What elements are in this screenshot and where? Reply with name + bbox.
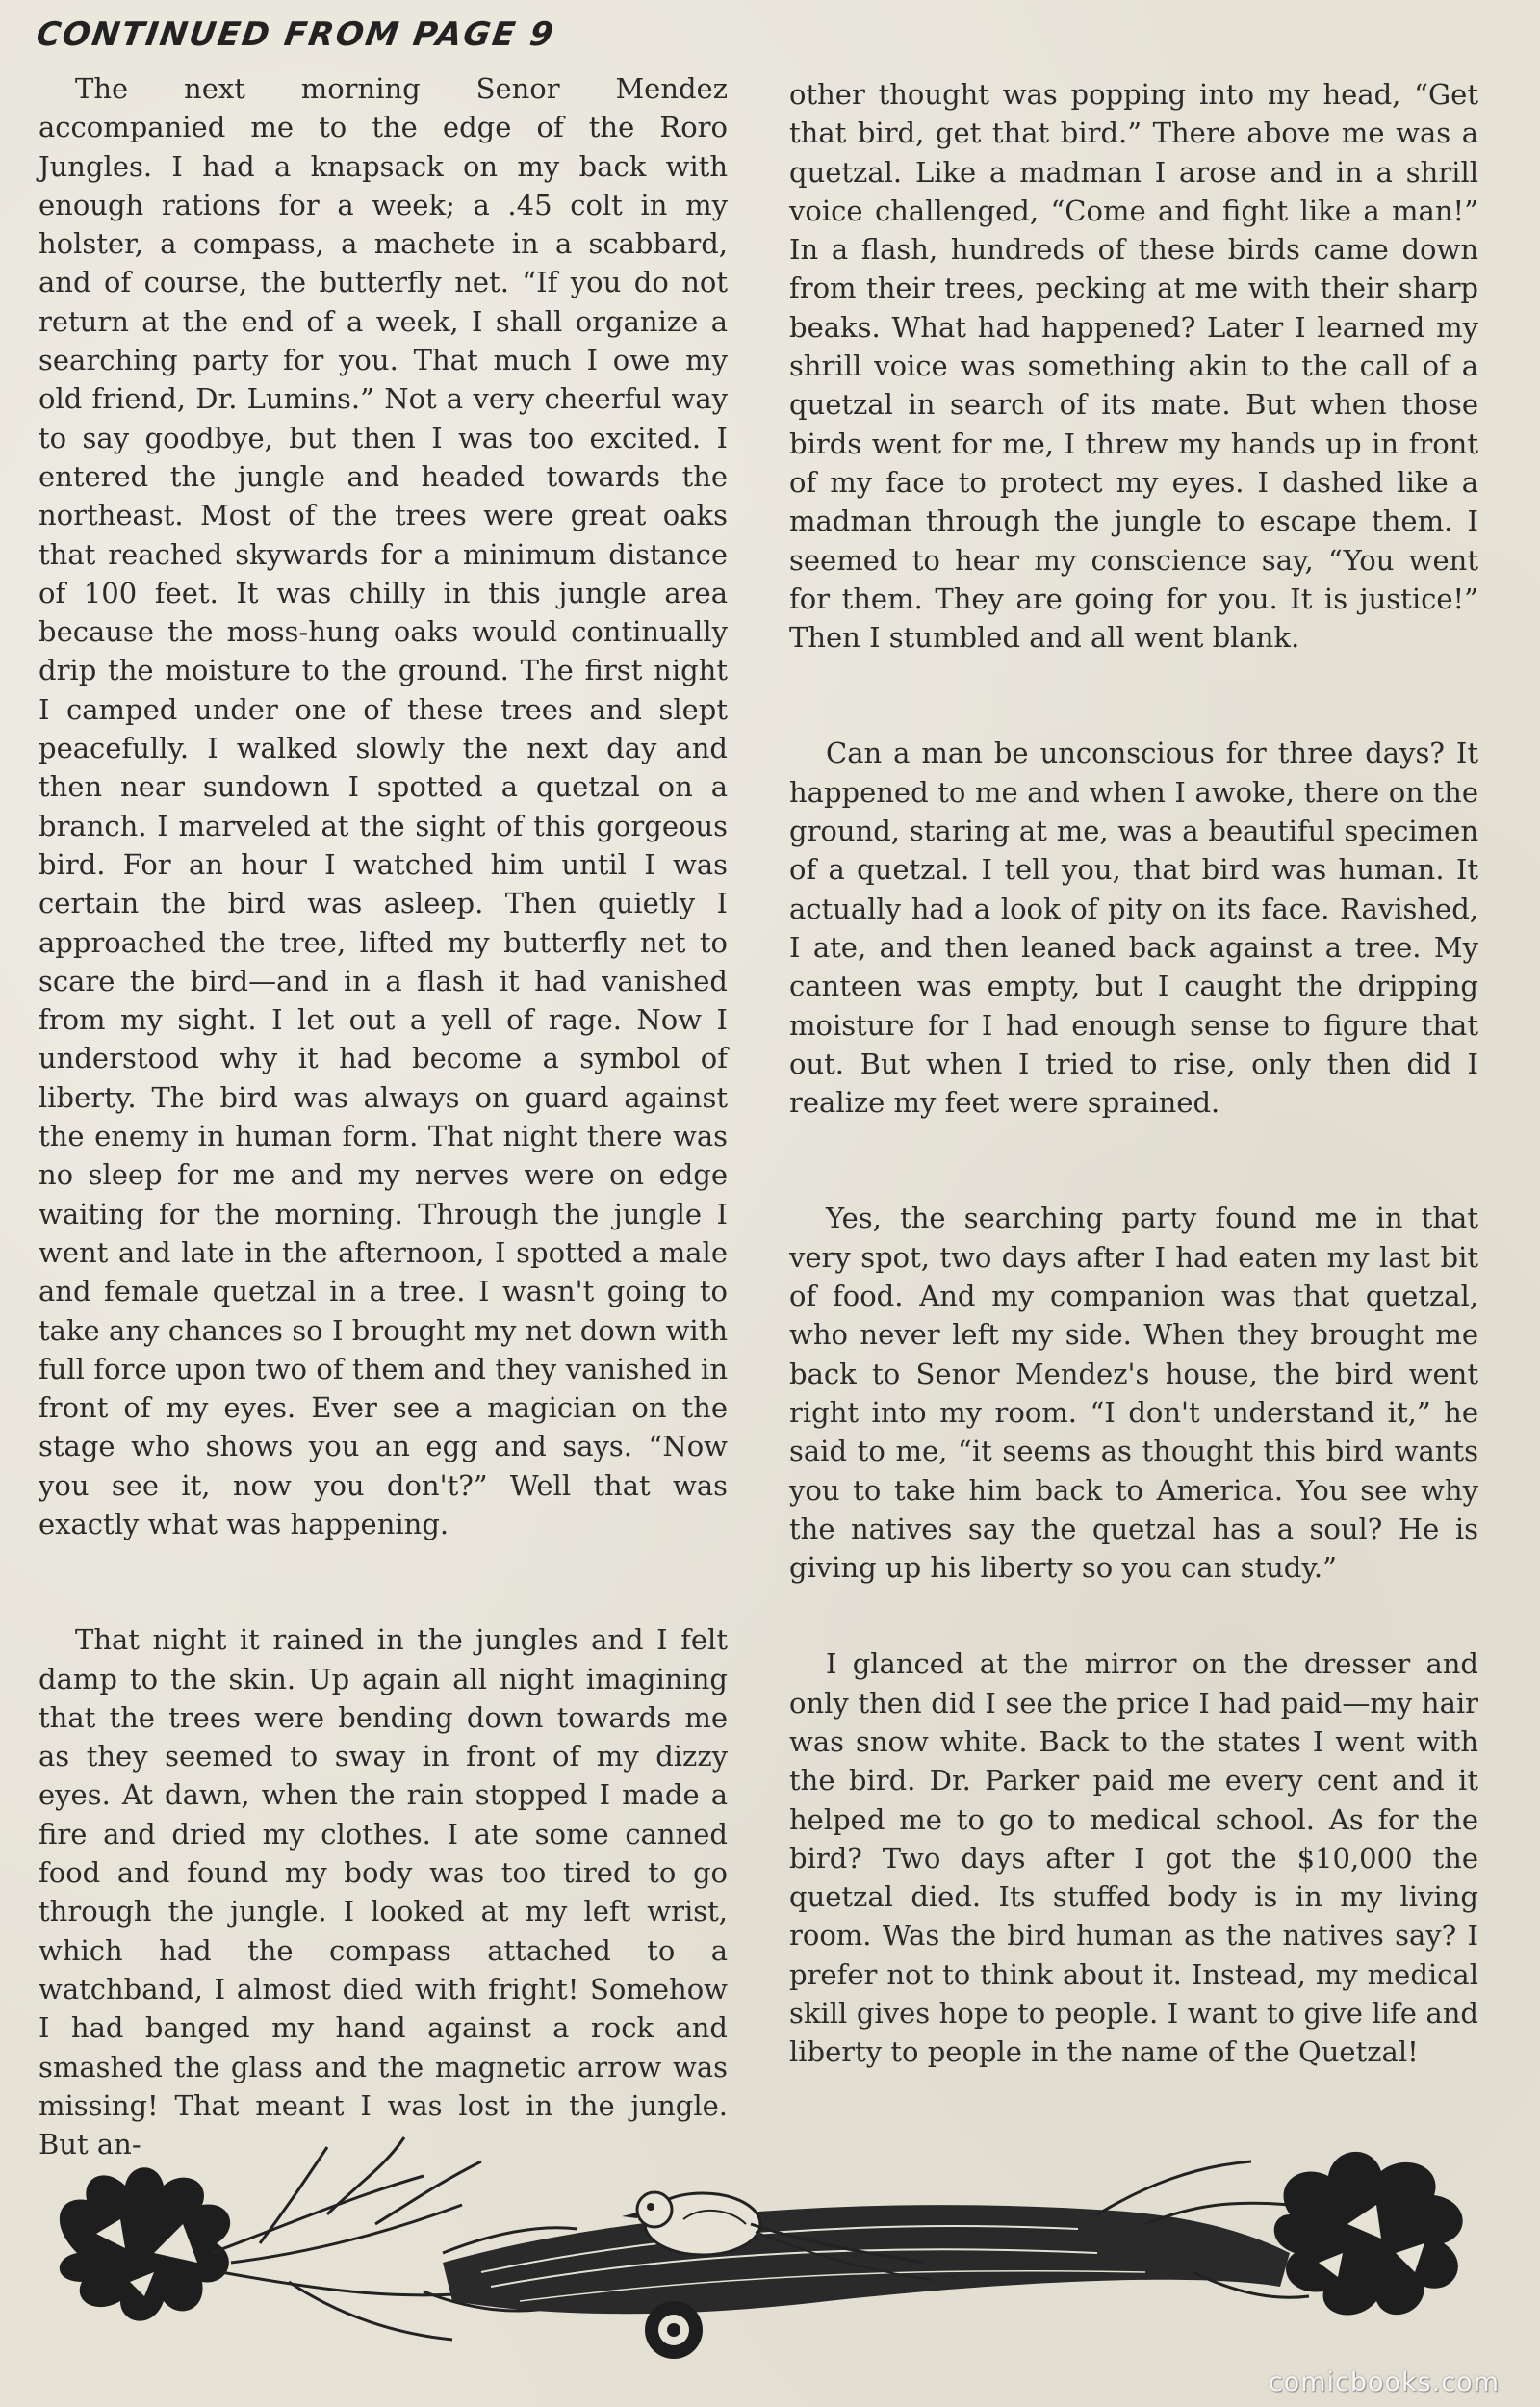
story-paragraph-5: Yes, the searching party found me in that very spot, two days after I had eaten my last bit of food. And my companion was that quetzal, who never left my side. When they brought me back to Senor Mendez's house, the bird went right into my room. “I don't understand it,” he said to me, “it seems as thought this bird wants you to take him back to America. You see why the natives say the quetzal has a soul? He is giving up his liberty so you can study.” [789,1202,1478,1585]
log-icon [443,2205,1290,2314]
watermark: comicbooks.com [1268,2368,1500,2397]
continued-header: CONTINUED FROM PAGE 9 [34,15,558,54]
story-paragraph-4: Can a man be unconscious for three days? It happened to me and when I awoke, there on the ground, staring at me, was a beautiful specimen of a quetzal. I tell you, that bird was human. It actually had a look of pity on its face. Ravished, I ate, and then leaned back against a tree. My canteen was empty, but I caught the dripping moisture for I had enough sense to figure that out. But when I tried to rise, only then did I realize my feet were sprained. [789,737,1478,1120]
left-foliage-icon [60,2167,230,2320]
story-paragraph-3: other thought was popping into my head, “Get that bird, get that bird.” There above me was a quetzal. Like a madman I arose and in a shrill voice challenged, “Come and fight like a man!” In a flash, hundreds of these birds came down from their trees, pecking at me with their sharp beaks. What had happened? Later I learned my shrill voice was something akin to the call of a quetzal in search of its mate. But when those birds went for me, I threw my hands up in front of my face to protect my eyes. I dashed like a madman through the jungle to escape them. I seemed to hear my conscience say, “You went for them. They are going for you. It is justice!” Then I stumbled and all went blank. [789,78,1478,655]
tree-branch-bird-illustration [38,2109,1502,2364]
story-paragraph-1: The next morning Senor Mendez accompanied me to the edge of the Roro Jungles. I had a knapsack on my back with enough rations for a week; a .45 colt in my holster, a compass, a machete in a scabbard, and of course, the butterfly net. “If you do not return at the end of a week, I shall organize a searching party for you. That much I owe my old friend, Dr. Lumins.” Not a very cheerful way to say goodbye, but then I was too excited. I entered the jungle and headed towards the northeast. Most of the trees were great oaks that reached skywards for a minimum distance of 100 feet. It was chilly in this jungle area because the moss-hung oaks would continually drip the moisture to the ground. The first night I camped under one of these trees and slept peacefully. I walked slowly the next day and then near sundown I spotted a quetzal on a branch. I marveled at the sight of this gorgeous bird. For an hour I watched him until I was certain the bird was asleep. Then quietly I approached the tree, lifted my butterfly net to scare the bird—and in a flash it had vanished from my sight. I let out a yell of rage. Now I understood why it had become a symbol of liberty. The bird was always on guard against the enemy in human form. That night there was no sleep for me and my nerves were on edge waiting for the morning. Through the jungle I went and late in the afternoon, I spotted a male and female quetzal in a tree. I wasn't going to take any chances so I brought my net down with full force upon two of them and they vanished in front of my eyes. Ever see a magician on the stage who shows you an egg and says. “Now you see it, now you don't?” Well that was exactly what was happening. [38,72,728,1540]
right-foliage-icon [1274,2152,1463,2316]
left-column [38,69,728,2163]
story-paragraph-2: That night it rained in the jungles and I felt damp to the skin. Up again all night imagining that the trees were bending down towards me as they seemed to sway in front of my dizzy eyes. At dawn, when the rain stopped I made a fire and dried my clothes. I ate some canned food and found my body was too tired to go through the jungle. I looked at my left wrist, which had the compass attached to a watchband, I almost died with fright! Somehow I had banged my hand against a rock and smashed the glass and the magnetic arrow was missing! That meant I was lost in the jungle. But an- [38,1623,728,2161]
right-column [789,75,1478,2072]
story-paragraph-6: I glanced at the mirror on the dresser and only then did I see the price I had paid—my hair was snow white. Back to the states I went with the bird. Dr. Parker paid me every cent and it helped me to go to medical school. As for the bird? Two days after I got the $10,000 the quetzal died. Its stuffed body is in my living room. Was the bird human as the natives say? I prefer not to think about it. Instead, my medical skill gives hope to people. I want to give life and liberty to people in the name of the Quetzal! [789,1647,1478,2069]
